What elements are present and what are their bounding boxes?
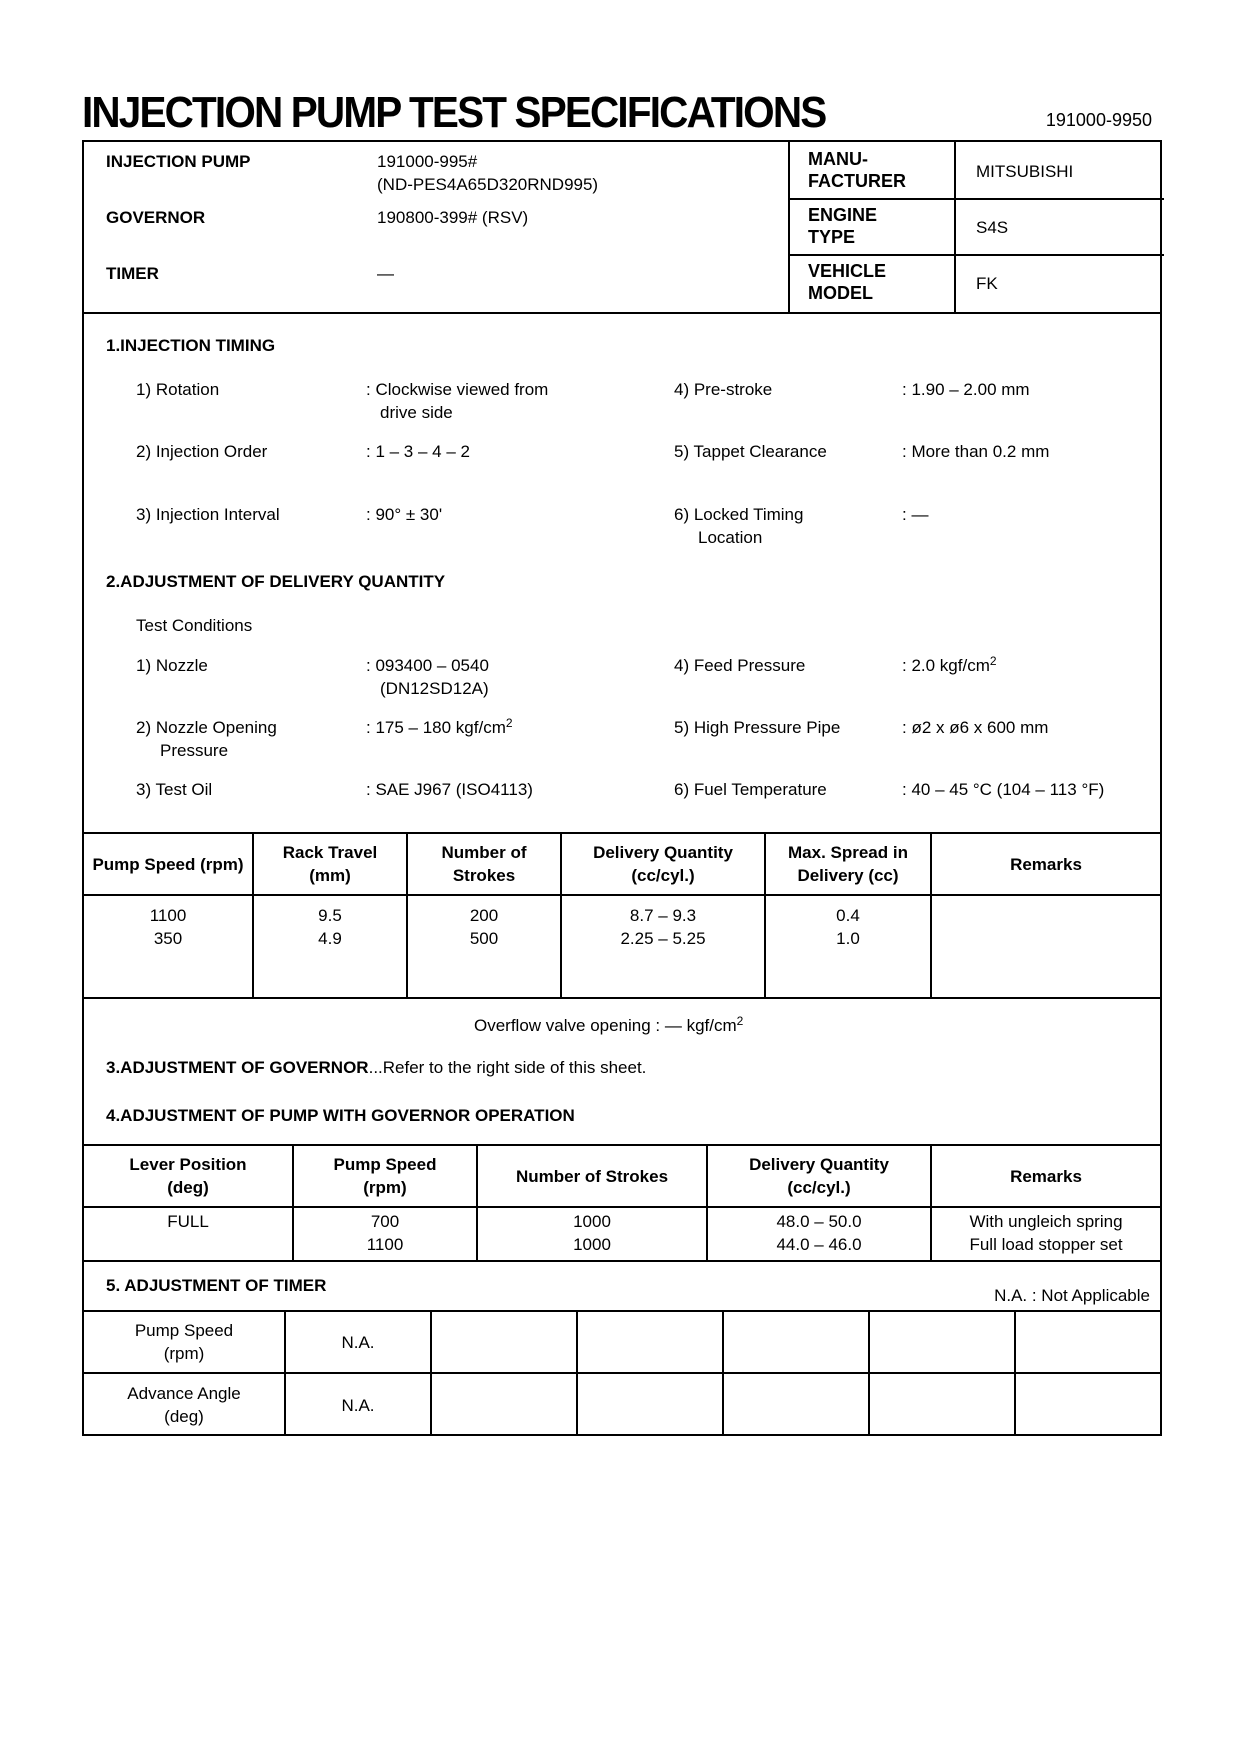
section-injection-timing-heading: 1.INJECTION TIMING [106, 336, 276, 355]
timer-pump-speed-value: N.A. [341, 1332, 375, 1352]
table-row: FULL [167, 1212, 209, 1231]
injection-pump-value: 191000-995# [377, 152, 478, 171]
engine-type-label: ENGINE [808, 205, 878, 225]
high-pressure-pipe-label: 5) High Pressure Pipe [674, 718, 841, 737]
nozzle-value: : 093400 – 0540 [366, 656, 489, 675]
fuel-temperature-label: 6) Fuel Temperature [674, 780, 827, 799]
manufacturer-value: MITSUBISHI [976, 162, 1074, 181]
col-header-remarks: Remarks [1010, 1166, 1082, 1186]
not-applicable-note: N.A. : Not Applicable [994, 1286, 1150, 1305]
col-header-strokes: Number of Strokes [441, 843, 527, 885]
table-row: 1000 1000 [573, 1212, 611, 1254]
engine-type-label-2: TYPE [808, 227, 856, 247]
prestroke-label: 4) Pre-stroke [674, 380, 773, 399]
timer-advance-angle-label: Advance Angle (deg) [127, 1384, 241, 1426]
section-governor-heading: 3.ADJUSTMENT OF GOVERNOR...Refer to the right side of this sheet. [106, 1058, 647, 1077]
col-header-delivery-quantity: Delivery Quantity (cc/cyl.) [593, 843, 733, 885]
locked-timing-value: : — [902, 505, 929, 524]
table-row: With ungleich spring Full load stopper set [969, 1212, 1123, 1254]
injection-pump-model: (ND-PES4A65D320RND995) [377, 175, 599, 194]
feed-pressure-label: 4) Feed Pressure [674, 656, 806, 675]
prestroke-value: : 1.90 – 2.00 mm [902, 380, 1030, 399]
nozzle-opening-value: : 175 – 180 kgf/$cm^2$ [366, 716, 513, 737]
overflow-valve-note: Overflow valve opening : — kgf/$cm^2$ [474, 1014, 744, 1035]
fuel-temperature-value: : 40 – 45 °C (104 – 113 °F) [902, 780, 1105, 799]
test-conditions-label: Test Conditions [136, 616, 253, 635]
governor-value: 190800-399# (RSV) [377, 208, 529, 227]
governor-label: GOVERNOR [106, 208, 206, 227]
nozzle-opening-label: 2) Nozzle Opening [136, 718, 277, 737]
vehicle-model-label-2: MODEL [808, 283, 873, 303]
col-header-remarks: Remarks [1010, 854, 1082, 874]
timer-label: TIMER [106, 264, 159, 283]
page-title: INJECTION PUMP TEST SPECIFICATIONS [82, 88, 826, 137]
timer-advance-angle-value: N.A. [341, 1395, 375, 1415]
nozzle-label: 1) Nozzle [136, 656, 208, 675]
table-row: 700 1100 [366, 1212, 404, 1254]
injection-interval-value: : 90° ± 30' [366, 505, 443, 524]
vehicle-model-value: FK [976, 274, 998, 293]
nozzle-model: (DN12SD12A) [380, 679, 489, 698]
col-header-rack-travel: Rack Travel (mm) [282, 843, 378, 885]
spec-sheet-frame [82, 140, 1162, 1436]
locked-timing-label-2: Location [698, 528, 763, 547]
col-header-delivery-quantity: Delivery Quantity (cc/cyl.) [749, 1155, 889, 1197]
injection-pump-label: INJECTION PUMP [106, 152, 251, 171]
document-number: 191000-9950 [1045, 110, 1152, 130]
table-row: 8.7 – 9.3 2.25 – 5.25 [620, 906, 706, 948]
section-timer-heading: 5. ADJUSTMENT OF TIMER [106, 1276, 327, 1295]
col-header-pump-speed: Pump Speed (rpm) [333, 1155, 437, 1197]
table-row: 1100 350 [149, 906, 187, 948]
rotation-label: 1) Rotation [136, 380, 220, 399]
test-oil-value: : SAE J967 (ISO4113) [366, 780, 533, 799]
injection-order-label: 2) Injection Order [136, 442, 268, 461]
rotation-value: : Clockwise viewed from [366, 380, 549, 399]
table-row: 0.4 1.0 [836, 906, 860, 948]
section-governor-operation-heading: 4.ADJUSTMENT OF PUMP WITH GOVERNOR OPERATION [106, 1106, 575, 1125]
engine-type-value: S4S [976, 218, 1009, 237]
table-row: 200 500 [469, 906, 499, 948]
manufacturer-label: MANU- [808, 149, 868, 169]
tappet-clearance-label: 5) Tappet Clearance [674, 442, 827, 461]
col-header-pump-speed: Pump Speed (rpm) [92, 854, 244, 874]
table-row: 48.0 – 50.0 44.0 – 46.0 [776, 1212, 862, 1254]
tappet-clearance-value: : More than 0.2 mm [902, 442, 1050, 461]
rotation-value-2: drive side [380, 403, 453, 422]
timer-value: — [377, 264, 394, 283]
locked-timing-label: 6) Locked Timing [674, 505, 804, 524]
feed-pressure-value: : 2.0 kgf/$cm^2$ [902, 654, 997, 675]
vehicle-model-label: VEHICLE [808, 261, 887, 281]
manufacturer-label-2: FACTURER [808, 171, 906, 191]
table-row: 9.5 4.9 [318, 906, 342, 948]
injection-interval-label: 3) Injection Interval [136, 505, 280, 524]
col-header-max-spread: Max. Spread in Delivery (cc) [788, 843, 908, 885]
section-delivery-quantity-heading: 2.ADJUSTMENT OF DELIVERY QUANTITY [106, 572, 446, 591]
timer-pump-speed-label: Pump Speed (rpm) [134, 1321, 234, 1363]
col-header-lever-position: Lever Position (deg) [129, 1155, 247, 1197]
col-header-strokes: Number of Strokes [515, 1166, 669, 1186]
high-pressure-pipe-value: : ø2 x ø6 x 600 mm [902, 718, 1049, 737]
injection-order-value: : 1 – 3 – 4 – 2 [366, 442, 470, 461]
nozzle-opening-label-2: Pressure [160, 741, 229, 760]
test-oil-label: 3) Test Oil [136, 780, 213, 799]
